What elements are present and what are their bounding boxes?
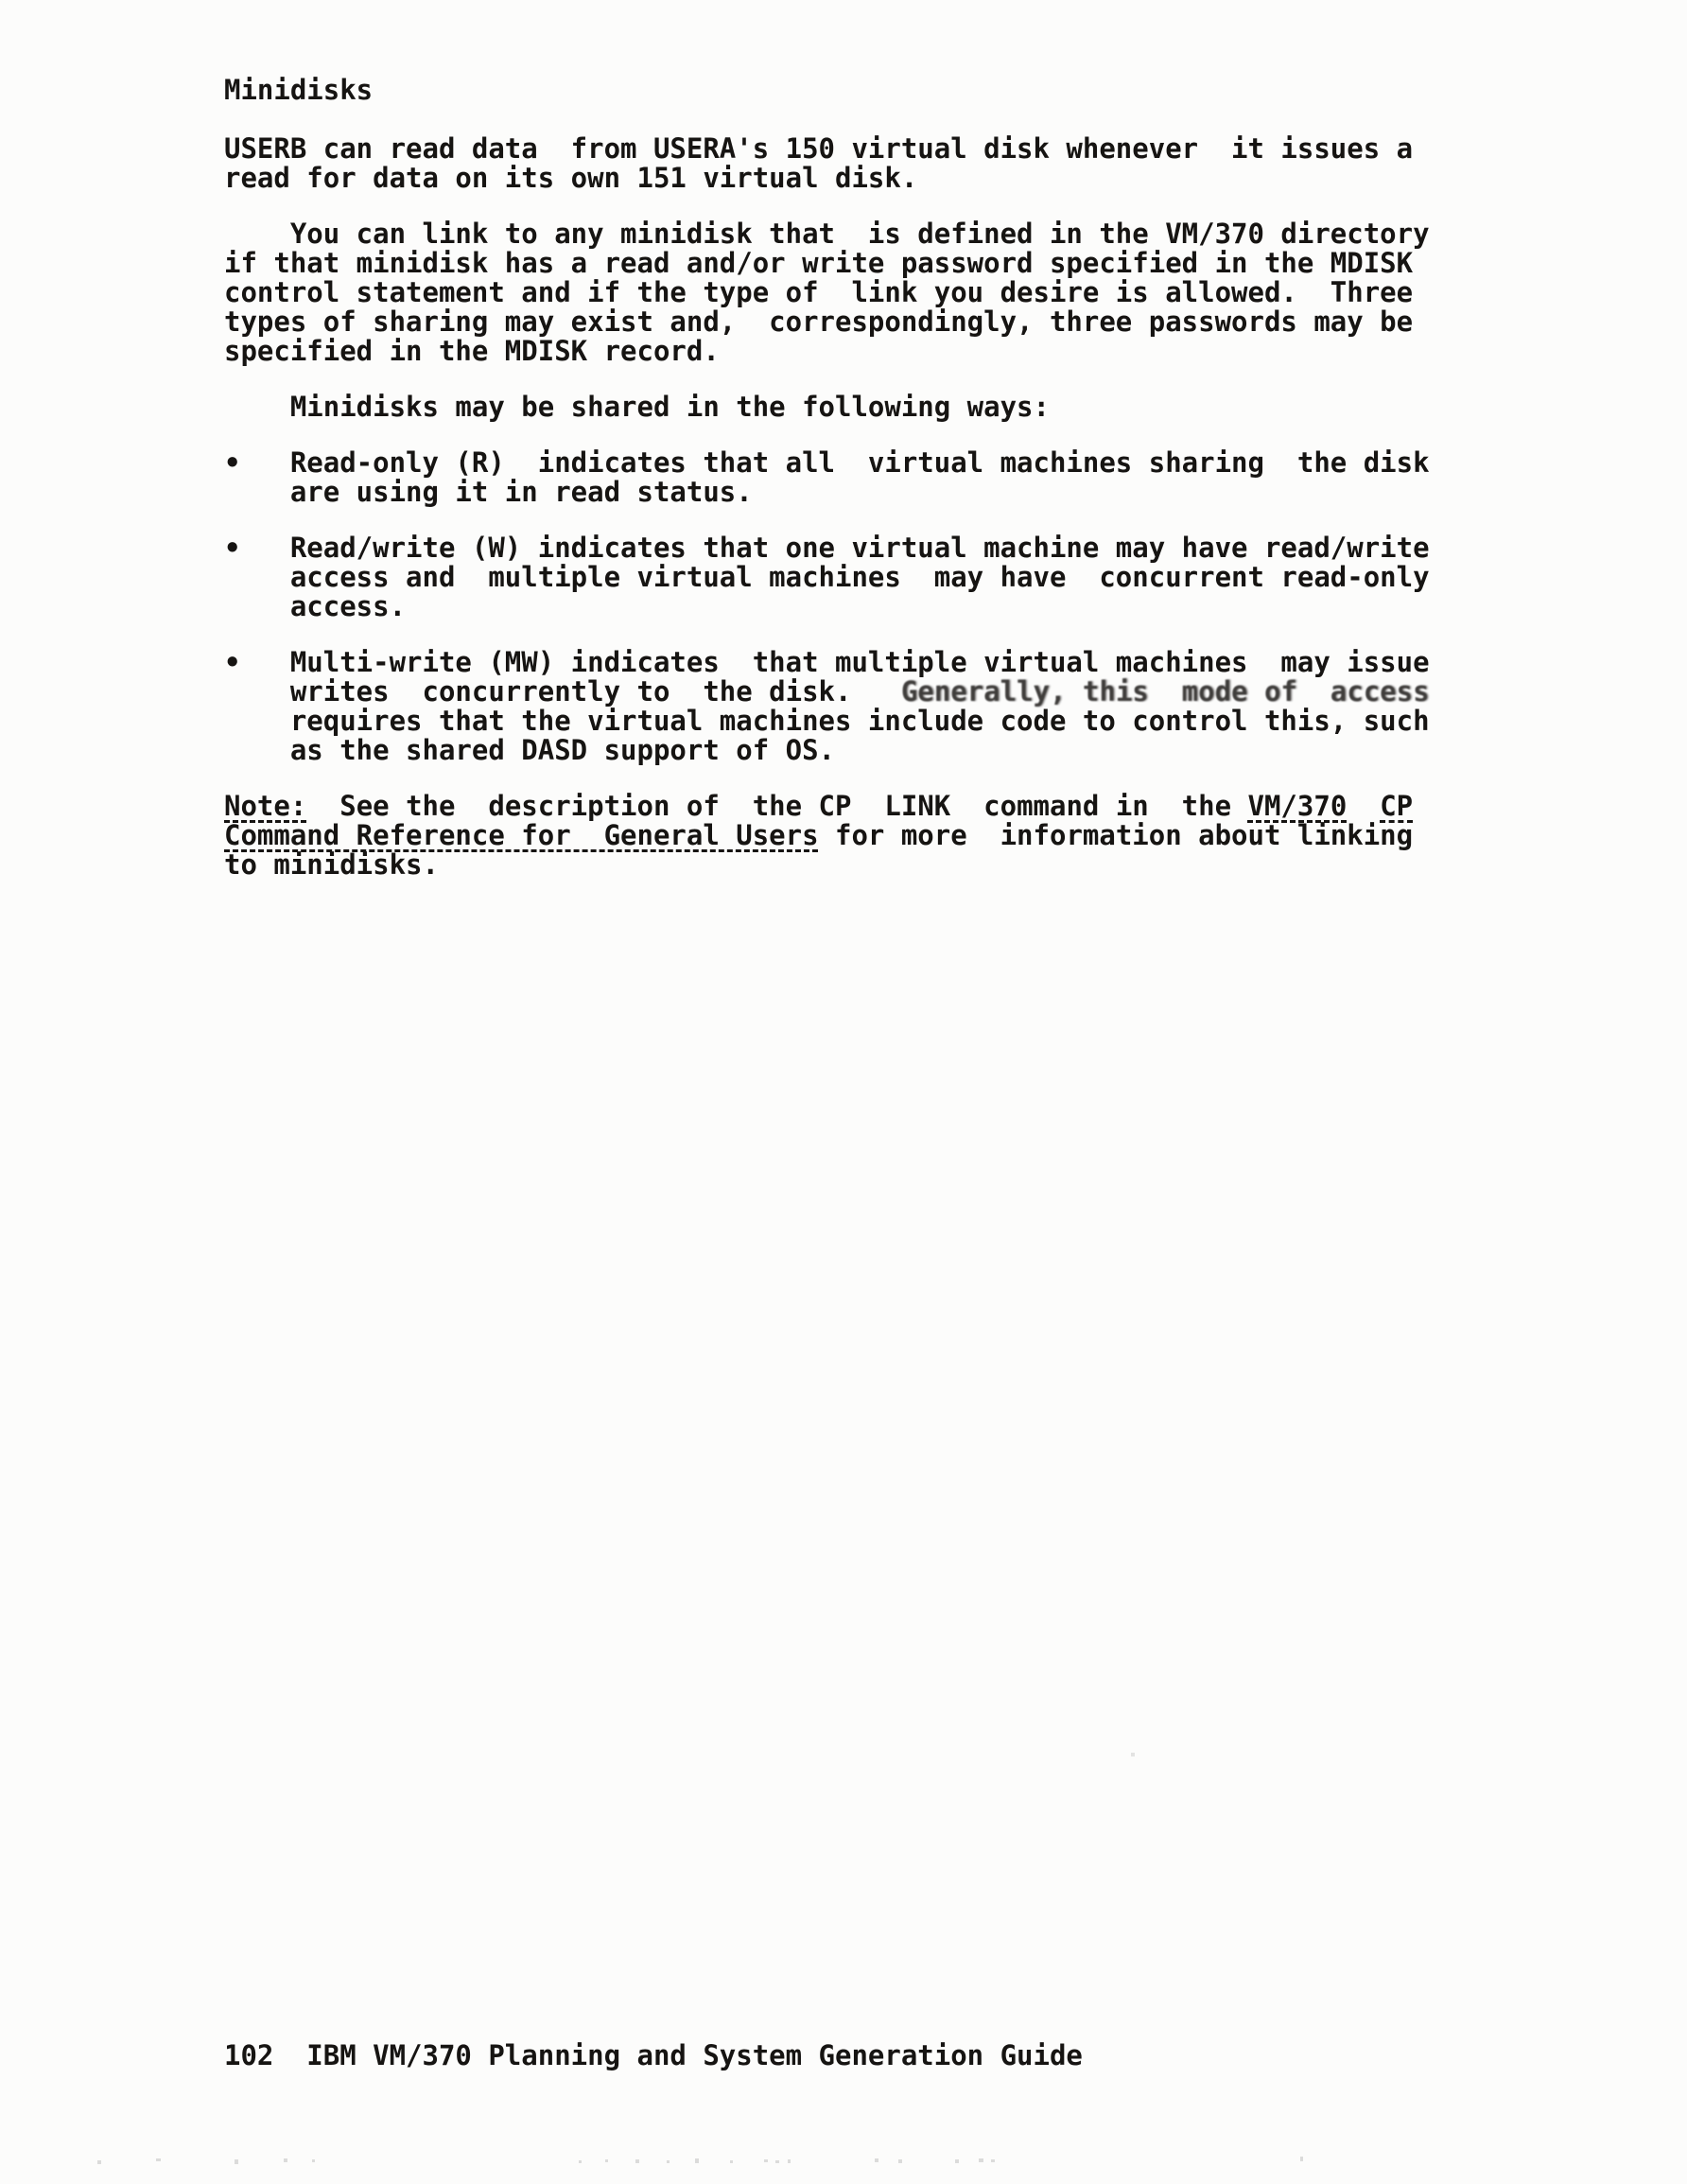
paragraph-userb xyxy=(224,134,1430,193)
scan-artifact xyxy=(991,2159,995,2162)
text-line: as the shared DASD support of OS. xyxy=(224,734,836,766)
text-line: • Multi-write (MW) indicates that multiple virtual machines may issue xyxy=(224,646,1430,678)
scan-artifact xyxy=(898,2159,902,2163)
scan-artifact xyxy=(730,2160,733,2163)
bullet-read-write xyxy=(224,533,1430,621)
text-line: writes concurrently to the disk. Generally, this mode of access xyxy=(224,675,1430,708)
text-line: You can link to any minidisk that is defined in the VM/370 directory xyxy=(224,218,1430,250)
text-line: access. xyxy=(224,590,407,622)
scan-artifact xyxy=(695,2158,699,2163)
text-line: specified in the MDISK record. xyxy=(224,335,720,367)
scan-artifact xyxy=(775,2160,779,2163)
scan-artifact xyxy=(979,2158,983,2162)
scan-artifact xyxy=(312,2159,315,2162)
scan-artifact xyxy=(156,2158,161,2161)
bullet-multi-write xyxy=(224,648,1430,765)
text-line: read for data on its own 151 virtual disk. xyxy=(224,162,918,194)
note-paragraph xyxy=(224,792,1430,880)
paragraph-link xyxy=(224,219,1430,366)
scan-artifact xyxy=(97,2160,101,2164)
scan-artifact xyxy=(1300,2157,1303,2161)
text-line: Minidisks xyxy=(224,74,374,106)
page-number: 102 xyxy=(224,2039,274,2071)
scan-artifact xyxy=(235,2159,238,2164)
text-line: are using it in read status. xyxy=(224,476,753,508)
bullet-read-only xyxy=(224,448,1430,507)
text-line: USERB can read data from USERA's 150 virtual disk whenever it issues a xyxy=(224,132,1414,165)
page-body xyxy=(224,76,1430,880)
paragraph-shared-ways xyxy=(224,393,1430,422)
scan-artifact xyxy=(605,2159,608,2162)
text-line: if that minidisk has a read and/or write password specified in the MDISK xyxy=(224,247,1414,279)
text-line: to minidisks. xyxy=(224,848,439,881)
scan-artifact xyxy=(955,2159,959,2163)
text-line: access and multiple virtual machines may have concurrent read-only xyxy=(224,561,1430,593)
text-line: Minidisks may be shared in the following ways: xyxy=(224,391,1050,423)
scan-artifact xyxy=(875,2158,878,2162)
section-heading xyxy=(224,76,1430,105)
text-line: Note: See the description of the CP LINK command in the VM/370 CP xyxy=(224,790,1414,822)
text-line: control statement and if the type of link you desire is allowed. Three xyxy=(224,276,1414,308)
scan-artifact xyxy=(788,2159,791,2163)
text-line: Command Reference for General Users for more information about linking xyxy=(224,819,1414,851)
scan-artifact xyxy=(284,2158,287,2162)
footer-title: IBM VM/370 Planning and System Generation Guide xyxy=(306,2039,1083,2071)
scan-artifact xyxy=(1131,1753,1135,1756)
scan-artifact xyxy=(764,2159,768,2162)
page-footer xyxy=(224,2041,1083,2070)
scan-artifact xyxy=(579,2160,582,2163)
scan-artifact xyxy=(667,2160,670,2163)
text-line: requires that the virtual machines include code to control this, such xyxy=(224,705,1430,737)
text-line: • Read-only (R) indicates that all virtual machines sharing the disk xyxy=(224,446,1430,479)
text-line: • Read/write (W) indicates that one virtual machine may have read/write xyxy=(224,532,1430,564)
text-line: types of sharing may exist and, correspondingly, three passwords may be xyxy=(224,306,1414,338)
scan-artifact xyxy=(635,2159,639,2163)
